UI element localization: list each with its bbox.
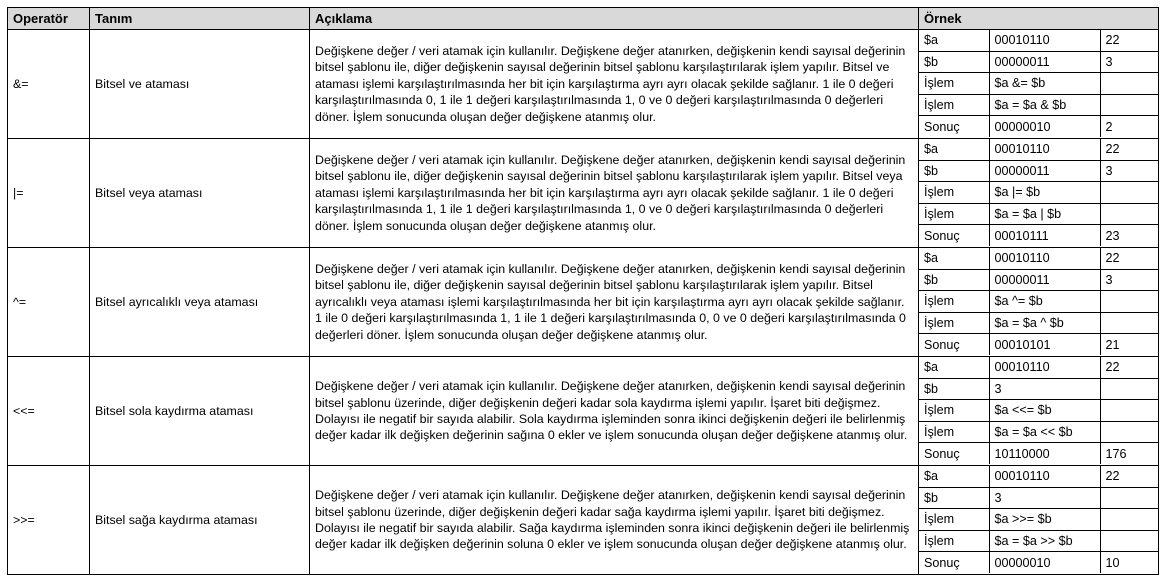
example-row	[919, 400, 1159, 422]
example-label: İşlem	[919, 509, 989, 531]
tanim-cell: Bitsel veya ataması	[90, 139, 310, 248]
example-decimal	[1100, 291, 1159, 313]
example-decimal	[1100, 94, 1159, 116]
example-row	[919, 334, 1159, 355]
ornek-cell	[919, 466, 1159, 575]
operator-cell: ^=	[8, 248, 90, 357]
example-row	[919, 357, 1159, 378]
aciklama-cell: Değişkene değer / veri atamak için kullanılır. Değişkene değer atanırken, değişkenin kendi sayısal değerinin bitsel şablonu ile, diğer değişkenin sayısal değerinin bitsel şablonu karşılaştırılarak işlem yapılır. Bitsel ayrıcalıklı veya ataması işlemi karşılaştırılmasında her bit için karşılaştırma ayrı ayrı olacak şekilde sağlanır. 1 ile 0 değeri karşılaştırılmasında 1, 1 ile 1 değeri karşılaştırılmasında 0, 0 ve 0 değeri karşılaştırılmasında 0 değerleri döner. İşlem sonucunda oluşan değer değişkene atanmış olur.	[310, 248, 919, 357]
example-label: Sonuç	[919, 225, 989, 246]
example-value: 00010110	[989, 248, 1100, 269]
example-value: 00010110	[989, 357, 1100, 378]
example-decimal: 10	[1100, 552, 1159, 573]
example-value: 00000011	[989, 160, 1100, 182]
example-value: 00000011	[989, 51, 1100, 73]
example-label: $b	[919, 378, 989, 400]
ornek-cell	[919, 30, 1159, 139]
example-label: $a	[924, 469, 939, 484]
example-value: 00010110	[989, 466, 1100, 487]
example-table	[919, 30, 1159, 137]
example-decimal: 22	[1100, 466, 1159, 487]
example-label: $b	[919, 487, 989, 509]
operator-cell: <<=	[8, 357, 90, 466]
example-value: 3	[989, 378, 1100, 400]
example-row	[919, 443, 1159, 464]
example-row	[919, 160, 1159, 182]
example-row	[919, 291, 1159, 313]
table-header-row	[8, 8, 1159, 30]
example-decimal	[1100, 421, 1159, 443]
example-decimal: 176	[1100, 443, 1159, 464]
example-row	[919, 248, 1159, 269]
example-label: İşlem	[919, 530, 989, 552]
example-row	[919, 116, 1159, 137]
example-label: $a	[924, 33, 939, 48]
example-label: Sonuç	[919, 116, 989, 137]
example-decimal	[1100, 378, 1159, 400]
example-label: Sonuç	[919, 334, 989, 355]
operator-cell: &=	[8, 30, 90, 139]
example-row	[919, 312, 1159, 334]
example-label: $b	[919, 269, 989, 291]
example-row	[919, 378, 1159, 400]
aciklama-cell: Değişkene değer / veri atamak için kullanılır. Değişkene değer atanırken, değişkenin kendi sayısal değerinin bitsel şablonu ile, diğer değişkenin sayısal değerinin bitsel şablonu karşılaştırılarak işlem yapılır. Bitsel veya ataması işlemi karşılaştırılmasında her bit için karşılaştırma ayrı ayrı olacak şekilde sağlanır. 1 ile 0 değeri karşılaştırılmasında 1, 1 ile 1 değeri karşılaştırılmasında 1, 0 ve 0 değeri karşılaştırılmasında 0 değerleri döner. İşlem sonucunda oluşan değer değişkene atanmış olur.	[310, 139, 919, 248]
operator-cell: >>=	[8, 466, 90, 575]
example-decimal: 3	[1100, 160, 1159, 182]
example-label: $a	[924, 360, 939, 375]
example-value: 00010110	[989, 139, 1100, 160]
example-table	[919, 139, 1159, 246]
example-row	[919, 94, 1159, 116]
example-label: İşlem	[919, 203, 989, 225]
ornek-cell	[919, 139, 1159, 248]
example-value: $a <<= $b	[989, 400, 1100, 422]
example-value: $a >>= $b	[989, 509, 1100, 531]
table-row	[8, 30, 1159, 139]
example-value: $a = $a ^ $b	[989, 312, 1100, 334]
example-label: $a	[924, 251, 939, 266]
example-table	[919, 357, 1159, 464]
example-value: 00000011	[989, 269, 1100, 291]
example-value: $a = $a & $b	[989, 94, 1100, 116]
example-label: $b	[919, 160, 989, 182]
example-row	[919, 51, 1159, 73]
example-label: İşlem	[919, 312, 989, 334]
table-row	[8, 466, 1159, 575]
example-table	[919, 248, 1159, 355]
aciklama-cell: Değişkene değer / veri atamak için kullanılır. Değişkene değer atanırken, değişkenin kendi sayısal değerinin bitsel şablonu üzerinde, diğer değişkenin değeri kadar sağa kaydırma işlemi yapılır. İşaret biti değişmez. Dolayısı ile negatif bir sayıda alabilir. Sağa kaydırma işleminden sonra ikinci değişkenin değeri ile belirlenmiş değer kadar ilk değişken değerinin soluna 0 ekler ve işlem sonucunda oluşan değer değişkene atanmış olur.	[310, 466, 919, 575]
example-label: İşlem	[919, 421, 989, 443]
operator-cell: |=	[8, 139, 90, 248]
example-decimal	[1100, 203, 1159, 225]
example-row	[919, 139, 1159, 160]
example-value: 3	[989, 487, 1100, 509]
example-value: 00000010	[989, 552, 1100, 573]
example-label: İşlem	[919, 73, 989, 95]
example-row	[919, 487, 1159, 509]
aciklama-cell: Değişkene değer / veri atamak için kullanılır. Değişkene değer atanırken, değişkenin kendi sayısal değerinin bitsel şablonu üzerinde, diğer değişkenin değeri kadar sola kaydırma işlemi yapılır. İşaret biti değişmez. Dolayısı ile negatif bir sayıda alabilir. Sola kaydırma işleminden sonra ikinci değişkenin değeri ile belirlenmiş değer kadar ilk değişken değerinin sağına 0 ekler ve işlem sonucunda oluşan değer değişkene atanmış olur.	[310, 357, 919, 466]
operator-table-container	[7, 7, 1158, 575]
example-value: 00010101	[989, 334, 1100, 355]
header-operator: Operatör	[8, 8, 90, 30]
assignment-operators-table	[7, 7, 1159, 575]
example-value: $a &= $b	[989, 73, 1100, 95]
example-value: 00010110	[989, 30, 1100, 51]
example-decimal: 22	[1100, 248, 1159, 269]
example-label: İşlem	[919, 94, 989, 116]
example-label: İşlem	[919, 291, 989, 313]
ornek-cell	[919, 357, 1159, 466]
table-row	[8, 357, 1159, 466]
aciklama-cell: Değişkene değer / veri atamak için kullanılır. Değişkene değer atanırken, değişkenin kendi sayısal değerinin bitsel şablonu ile, diğer değişkenin sayısal değerinin bitsel şablonu karşılaştırılarak işlem yapılır. Bitsel ve ataması işlemi karşılaştırılmasında her bit için karşılaştırma ayrı ayrı olacak şekilde sağlanır. 1 ile 0 değeri karşılaştırılmasında 0, 1 ile 1 değeri karşılaştırılmasında 1, 0 ve 0 değeri karşılaştırılmasında 0 değerleri döner. İşlem sonucunda oluşan değer değişkene atanmış olur.	[310, 30, 919, 139]
example-row	[919, 73, 1159, 95]
example-value: $a |= $b	[989, 182, 1100, 204]
example-row	[919, 30, 1159, 51]
example-row	[919, 203, 1159, 225]
tanim-cell: Bitsel ayrıcalıklı veya ataması	[90, 248, 310, 357]
example-table	[919, 466, 1159, 573]
example-row	[919, 552, 1159, 573]
example-label: $b	[919, 51, 989, 73]
header-tanim: Tanım	[90, 8, 310, 30]
example-value: 00000010	[989, 116, 1100, 137]
example-decimal	[1100, 530, 1159, 552]
tanim-cell: Bitsel sola kaydırma ataması	[90, 357, 310, 466]
example-decimal: 3	[1100, 269, 1159, 291]
example-row	[919, 509, 1159, 531]
example-label: Sonuç	[919, 443, 989, 464]
example-value: 00010111	[989, 225, 1100, 246]
example-row	[919, 182, 1159, 204]
example-decimal	[1100, 73, 1159, 95]
header-ornek: Örnek	[919, 8, 1159, 30]
example-label: İşlem	[919, 400, 989, 422]
example-value: 10110000	[989, 443, 1100, 464]
example-decimal: 22	[1100, 30, 1159, 51]
example-decimal: 3	[1100, 51, 1159, 73]
example-decimal	[1100, 400, 1159, 422]
example-row	[919, 269, 1159, 291]
example-decimal: 21	[1100, 334, 1159, 355]
example-value: $a = $a << $b	[989, 421, 1100, 443]
ornek-cell	[919, 248, 1159, 357]
example-row	[919, 421, 1159, 443]
example-row	[919, 225, 1159, 246]
example-decimal	[1100, 509, 1159, 531]
example-decimal	[1100, 487, 1159, 509]
example-decimal: 2	[1100, 116, 1159, 137]
example-label: Sonuç	[919, 552, 989, 573]
example-value: $a ^= $b	[989, 291, 1100, 313]
example-row	[919, 466, 1159, 487]
example-label: İşlem	[919, 182, 989, 204]
example-label: $a	[924, 142, 939, 157]
example-decimal	[1100, 182, 1159, 204]
example-decimal: 22	[1100, 139, 1159, 160]
example-row	[919, 530, 1159, 552]
example-decimal: 22	[1100, 357, 1159, 378]
example-decimal: 23	[1100, 225, 1159, 246]
tanim-cell: Bitsel sağa kaydırma ataması	[90, 466, 310, 575]
table-row	[8, 248, 1159, 357]
example-value: $a = $a >> $b	[989, 530, 1100, 552]
table-row	[8, 139, 1159, 248]
tanim-cell: Bitsel ve ataması	[90, 30, 310, 139]
header-aciklama: Açıklama	[310, 8, 919, 30]
example-value: $a = $a | $b	[989, 203, 1100, 225]
example-decimal	[1100, 312, 1159, 334]
